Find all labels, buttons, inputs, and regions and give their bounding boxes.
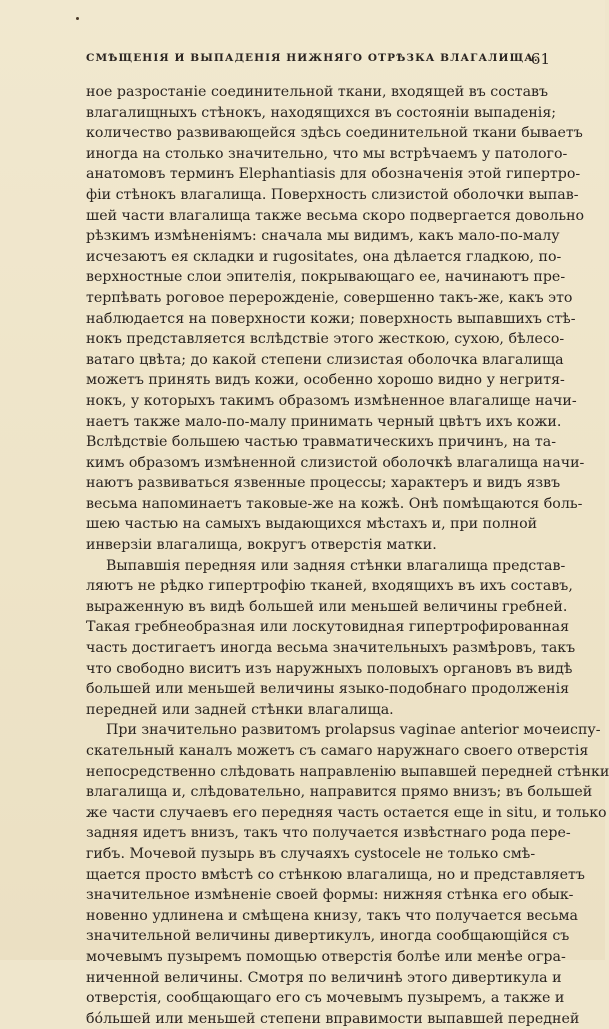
text-line: задняя идетъ внизъ, такъ что получается извѣстнаго рода пере- [86,825,571,842]
text-line: что свободно виситъ изъ наружныхъ половыхъ органовъ въ видѣ [86,660,573,677]
body-text [86,82,609,1029]
text-line: бóльшей или меньшей степени вправимости выпавшей передней [86,1010,580,1027]
text-line: кимъ образомъ измѣненной слизистой оболочкѣ влагалища начи- [86,454,585,471]
text-line: мочевымъ пузыремъ помощью отверстія болѣе или менѣе огра- [86,948,566,965]
text-line: терпѣвать роговое перерожденіе, совершенно такъ-же, какъ это [86,289,573,306]
text-line: же части случаевъ его передняя часть остается еще in situ, и только [86,804,607,821]
running-title: СМѢЩЕНІЯ И ВЫПАДЕНІЯ НИЖНЯГО ОТРѢЗКА ВЛАГАЛИЩА. [86,52,539,64]
text-line: наетъ также мало-по-малу принимать черный цвѣтъ ихъ кожи. [86,413,562,430]
text-line: ляютъ не рѣдко гипертрофію тканей, входящихъ въ ихъ составъ, [86,578,573,595]
text-line: При значительно развитомъ prolapsus vaginae anterior мочеиспу- [106,722,601,739]
text-line: непосредственно слѣдовать направленію выпавшей передней стѣнки [86,763,609,780]
text-line: скательный каналъ можетъ съ самаго наружнаго своего отверстія [86,743,589,759]
ink-speck [76,17,79,20]
text-line: количество развивающейся здѣсь соединительной ткани бываетъ [86,125,583,142]
text-line: выраженную въ видѣ большей или меньшей величины гребней. [86,598,568,615]
text-line: новенно удлинена и смѣщена книзу, такъ что получается весьма [86,907,578,924]
text-line: щается просто вмѣстѣ со стѣнкою влагалища, но и представляетъ [86,866,585,883]
text-line: ное разростаніе соединительной ткани, входящей въ составъ [86,84,549,100]
text-line: шей части влагалища также весьма скоро подвергается довольно [86,207,585,224]
text-line: влагалищныхъ стѣнокъ, находящихся въ состояніи выпаденія; [86,104,557,121]
text-line: ниченной величины. Смотря по величинѣ этого дивертикула и [86,969,562,986]
page-number: 61 [530,50,550,68]
text-line: нокъ представляется вслѣдствіе этого жесткою, сухою, бѣлесо- [86,331,565,348]
text-line: весьма напоминаетъ таковые-же на кожѣ. Онѣ помѣщаются боль- [86,495,583,512]
text-line: Такая гребнеобразная или лоскутовидная гипертрофированная [86,619,570,636]
text-line: шею частью на самыхъ выдающихся мѣстахъ и, при полной [86,516,538,533]
text-line: верхностные слои эпителія, покрывающаго ее, начинаютъ пре- [86,269,566,286]
text-line: инверзіи влагалища, вокругъ отверстія матки. [86,537,437,554]
text-line: Выпавшія передняя или задняя стѣнки влагалища представ- [106,557,566,574]
text-line: иногда на столько значительно, что мы встрѣчаемъ у патолого- [86,145,568,162]
text-line: отверстія, сообщающаго его съ мочевымъ пузыремъ, а также и [86,990,565,1007]
text-line: влагалища и, слѣдовательно, направится прямо внизъ; въ большей [86,784,593,801]
text-line: гибъ. Мочевой пузырь въ случаяхъ cystocele не только смѣ- [86,845,536,862]
text-line: Вслѣдствіе большею частью травматическихъ причинъ, на та- [86,434,557,451]
text-line: значительное измѣненіе своей формы: нижняя стѣнка его обык- [86,887,574,904]
text-line: нокъ, у которыхъ такимъ образомъ измѣненное влагалище начи- [86,392,577,409]
text-line: наблюдается на поверхности кожи; поверхность выпавшихъ стѣ- [86,310,576,327]
text-line: можетъ принять видъ кожи, особенно хорошо видно у негритя- [86,372,565,389]
text-line: часть достигаетъ иногда весьма значительныхъ размѣровъ, такъ [86,640,576,657]
text-line: рѣзкимъ измѣненіямъ: сначала мы видимъ, какъ мало-по-малу [86,228,560,245]
text-line: наютъ развиваться язвенные процессы; характеръ и видъ язвъ [86,475,561,492]
page-header [86,50,550,70]
text-line: передней или задней стѣнки влагалища. [86,701,394,718]
text-line: значительной величины дивертикулъ, иногда сообщающійся съ [86,928,570,945]
text-line: исчезаютъ ея складки и rugositates, она дѣлается гладкою, по- [86,248,562,265]
text-line: фіи стѣнокъ влагалища. Поверхность слизистой оболочки выпав- [86,186,579,203]
text-line: большей или меньшей величины языко-подобнаго продолженія [86,681,570,698]
text-line: ватаго цвѣта; до какой степени слизистая оболочка влагалища [86,351,564,368]
text-line: анатомовъ терминъ Elephantiasis для обозначенія этой гипертро- [86,166,581,183]
